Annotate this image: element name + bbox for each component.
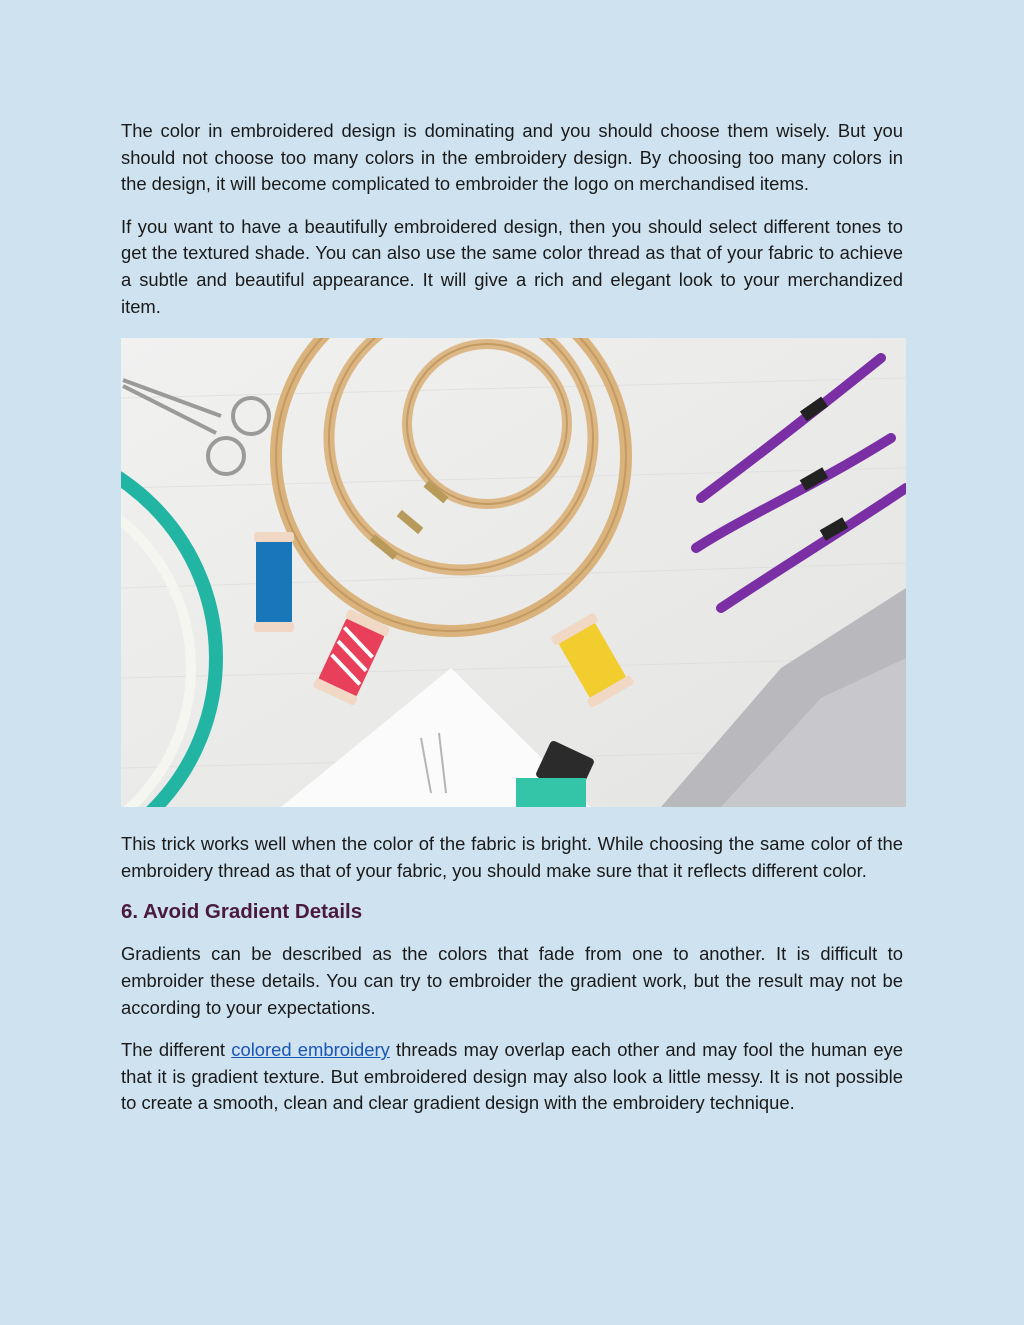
paragraph-color-choice: The color in embroidered design is dominating and you should choose them wisely. But you should not choose too many colors in the embroidery design. By choosing too many colors in the design, it will become complicated to embroider the logo on merchandised items. — [121, 120, 903, 195]
paragraph-tones: If you want to have a beautifully embroidered design, then you should select different tones to get the textured shade. You can also use the same color thread as that of your fabric to achieve a subtle and beautiful appearance. It will give a rich and elegant look to your merchandized item. — [121, 215, 903, 317]
paragraph-overlap-lead: The different — [121, 1039, 232, 1061]
paragraph-gradients: Gradients can be described as the colors that fade from one to another. It is difficult to embroider these details. You can try to embroider the gradient work, but the result may not be according to your expectations. — [121, 943, 903, 1018]
colored-embroidery-link[interactable]: colored embroidery — [231, 1039, 390, 1061]
paragraph-overlap-rest: threads may overlap each other and may fool the human eye that it is gradient texture. But embroidered design may also look a little messy. It is not possible to create a smooth, clean and clear gradient design with the embroidery technique. — [121, 1039, 903, 1114]
section-heading: 6. Avoid Gradient Details — [121, 900, 363, 924]
paragraph-trick: This trick works well when the color of the fabric is bright. While choosing the same color of the embroidery thread as that of your fabric, you should make sure that it reflects different color. — [121, 833, 903, 881]
paragraph-overlap — [121, 1037, 903, 1117]
article-body — [121, 118, 903, 1133]
embroidery-supplies-photo — [121, 338, 906, 807]
